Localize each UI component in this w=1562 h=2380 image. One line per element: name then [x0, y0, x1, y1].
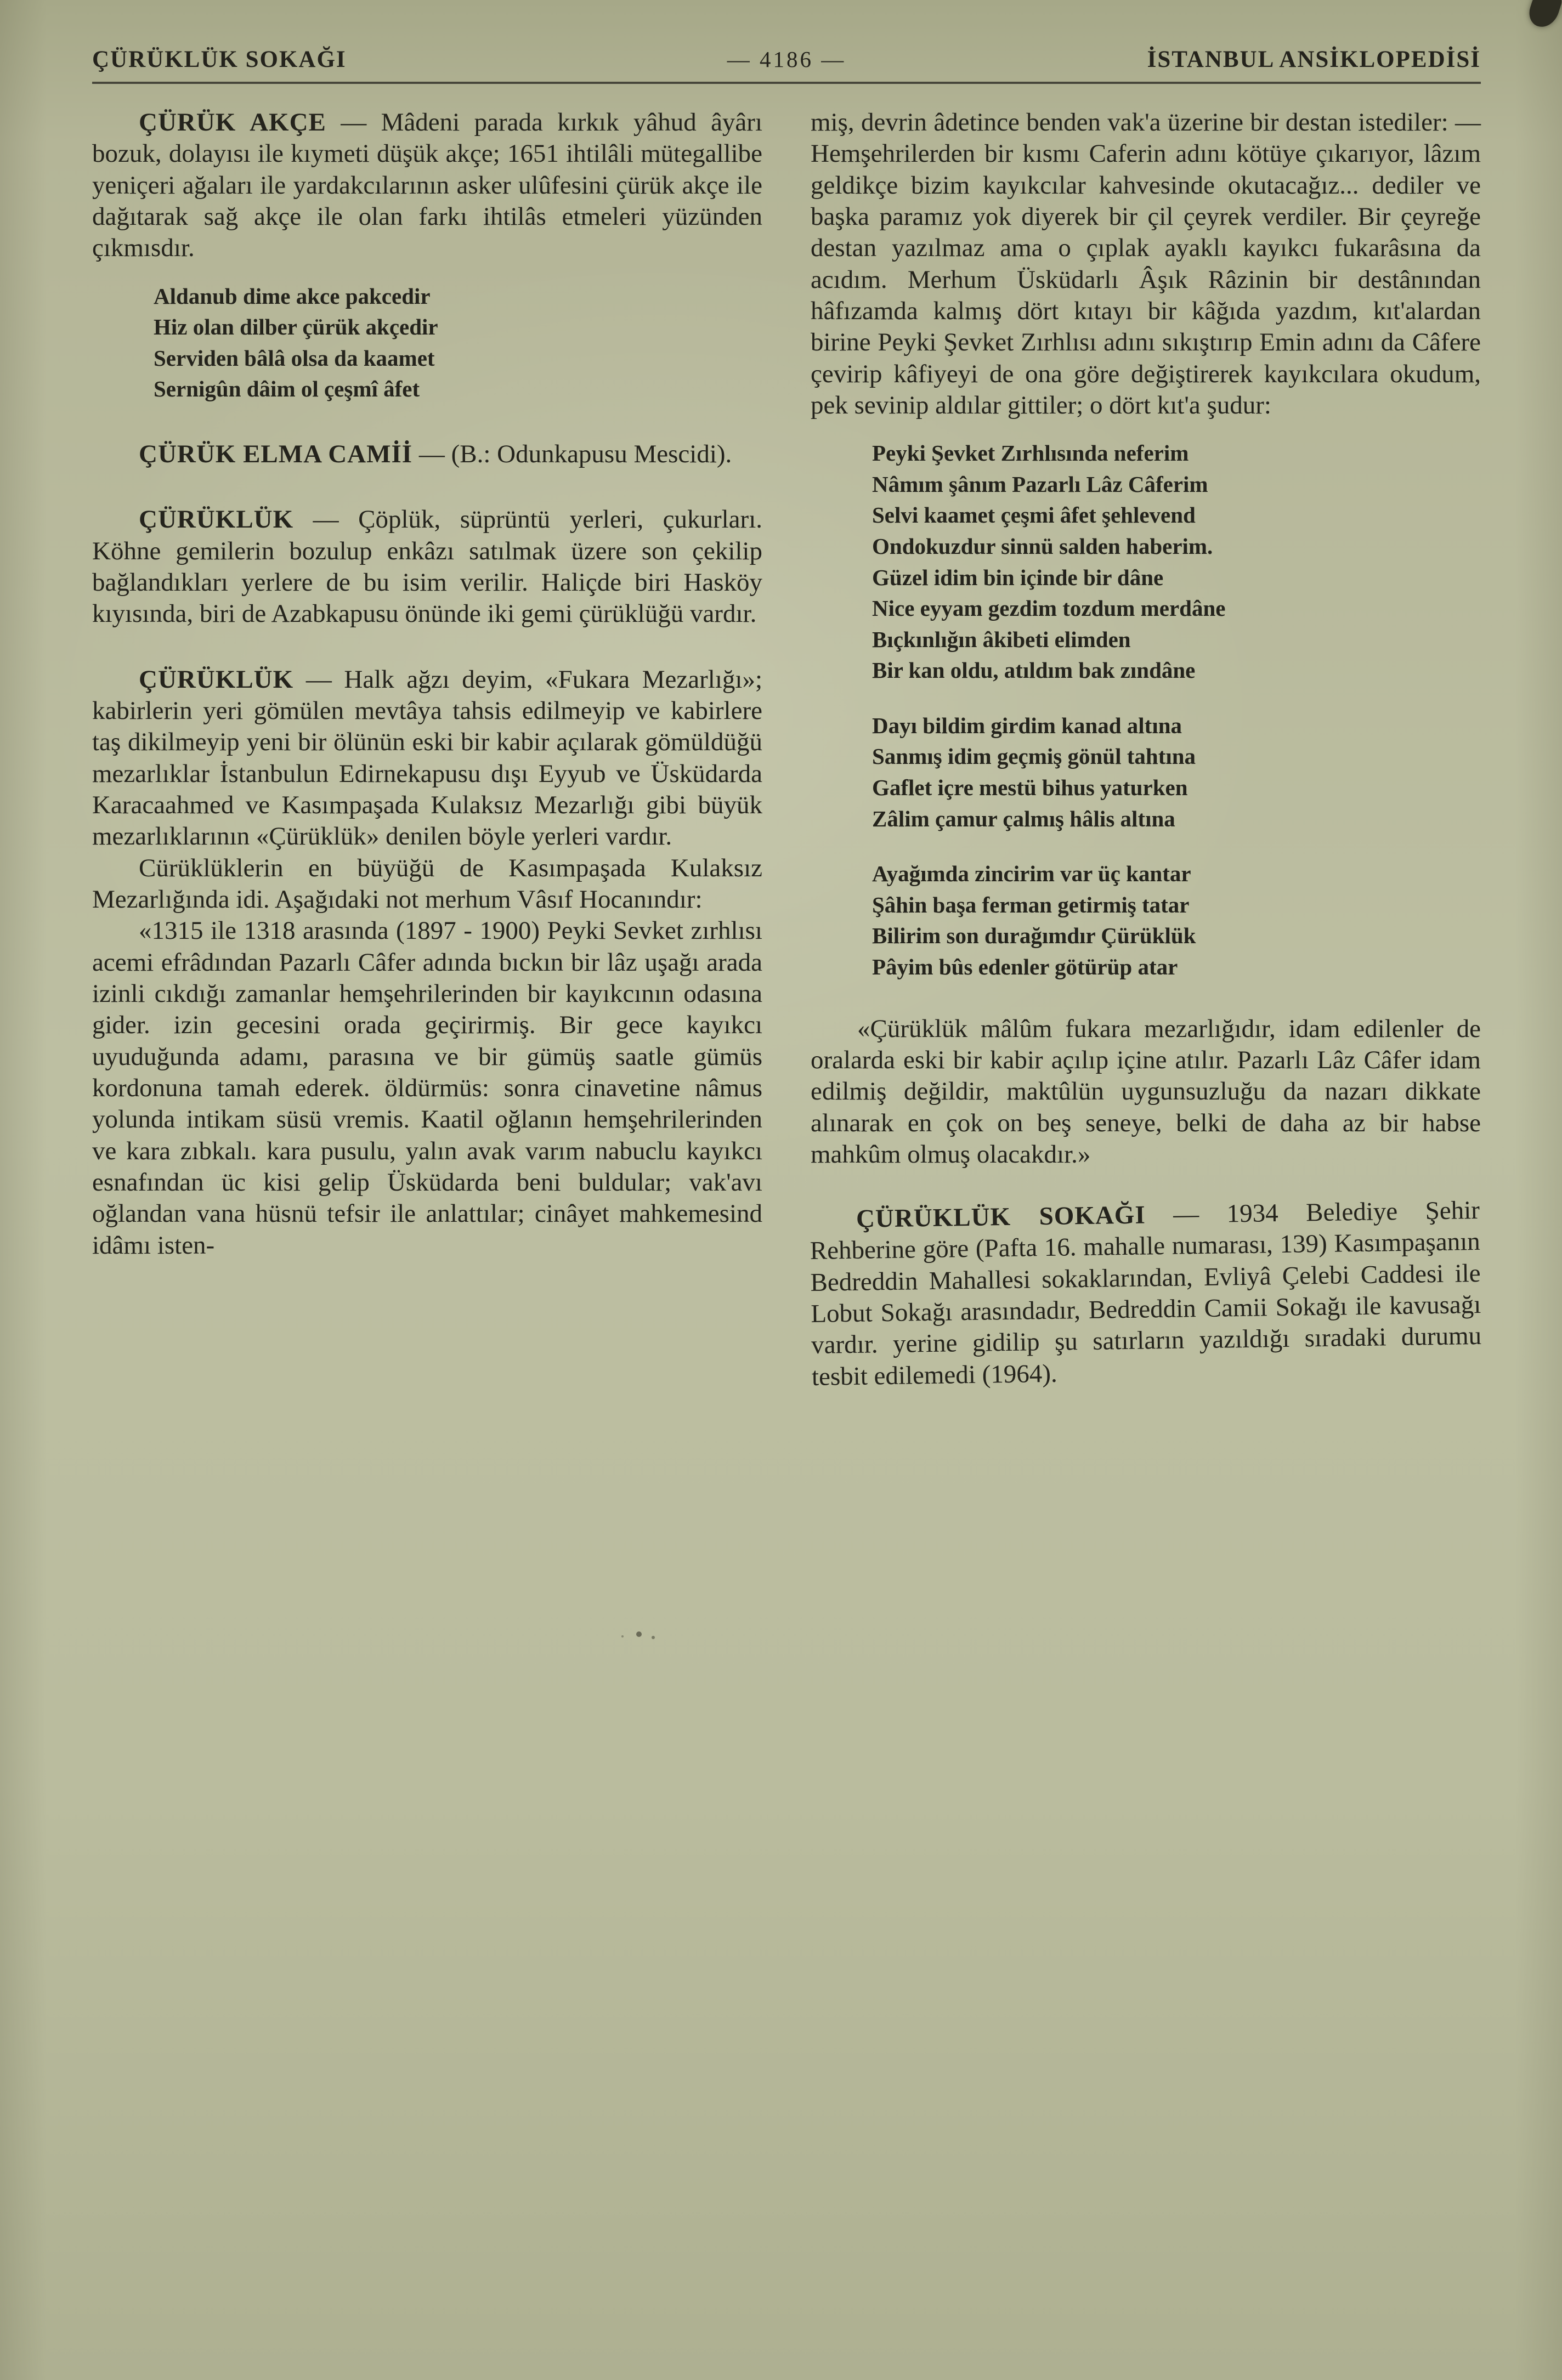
entry-curuk-akce: [92, 107, 762, 405]
page-columns: [92, 107, 1481, 1393]
verse-line: Aldanub dime akce pakcedir: [154, 283, 431, 309]
header-rule: [92, 82, 1481, 84]
verse-line: Bir kan oldu, atıldım bak zındâne: [872, 658, 1196, 683]
entry-term: ÇÜRÜKLÜK: [139, 505, 294, 534]
verse-line: Hiz olan dilber çürük akçedir: [154, 314, 438, 340]
verse-line: Güzel idim bin içinde bir dâne: [872, 564, 1164, 590]
verse-line: Nice eyyam gezdim tozdum merdâne: [872, 596, 1226, 621]
destan-stanza-1: [872, 438, 1481, 686]
right-column: [811, 107, 1481, 1393]
entry-paragraph: «1315 ile 1318 arasında (1897 - 1900) Peyki Sevket zırhlısı acemi efrâdından Pazarlı Câfer adında bıckın bir lâz uşağı arada izinli cıkdığı zamanlar hemşehrilerinden bir kayıkcının odasına gider. izin gecesini orada geçirirmiş. Bir gece kayıkcı uyuduğunda adamı, parasına ve bir gümüş saatle gümüs kordonuna tamah ederek. öldürmüs: sonra cinavetine nâmus yolunda intikam süsü vremis. Kaatil oğlanın hemşehrilerinden ve kara zıbkalı. kara pusulu, yalın avak varım nabuclu kayıkcı esnafından üc kisi gelip Üsküdarda beni buldular; vak'avı oğlandan vana hüsnü tefsir ile anlattılar; cinâyet mahkemesind idâmı isten-: [92, 916, 762, 1260]
entry-curukluk-2: [92, 664, 762, 1261]
scan-artifact: [1525, 0, 1562, 31]
left-column: [92, 107, 762, 1393]
entry-paragraph: [92, 504, 762, 630]
verse-line: Pâyim bûs edenler götürüp atar: [872, 954, 1178, 979]
verse-line: Sernigûn dâim ol çeşmî âfet: [154, 376, 420, 402]
running-title-right: İSTANBUL ANSİKLOPEDİSİ: [1147, 47, 1481, 72]
entry-curukluk-1: [92, 504, 762, 630]
verse-line: Peyki Şevket Zırhlısında neferim: [872, 440, 1189, 466]
entry-term: ÇÜRÜKLÜK SOKAĞI: [856, 1200, 1146, 1233]
entry-body: — Mâdeni parada kırkık yâhud âyârı bozuk, dolayısı ile kıymeti düşük akçe; 1651 ihtilâli mütegallibe yeniçeri ağaları ile yardakcılarının asker ulûfesini çürük akçe ile dağıtarak sağ akçe ile olan farkı ihtilâs etmeleri yüzünden çıkmısdır.: [92, 108, 762, 263]
entry-paragraph: [92, 664, 762, 853]
entry-body: — (B.: Odunkapusu Mescidi).: [418, 439, 732, 468]
verse-line: Bıçkınlığın âkibeti elimden: [872, 626, 1131, 652]
verse-line: Zâlim çamur çalmış hâlis altına: [872, 806, 1175, 831]
entry-curukluk-sokagi: [810, 1195, 1482, 1393]
entry-body: — Çöplük, süprüntü yerleri, çukurları. Köhne gemilerin bozulup enkâzı satılmak üzere son çekilip bağlandıkları yerlere de bu isim verilir. Haliçde biri Hasköy kıyısında, biri de Azabkapusu önünde iki gemi çürüklüğü vardır.: [92, 505, 762, 628]
verse-line: Dayı bildim girdim kanad altına: [872, 712, 1182, 738]
entry-term: ÇÜRÜK AKÇE: [139, 108, 326, 137]
verse-line: Şâhin başa ferman getirmiş tatar: [872, 892, 1190, 917]
verse-line: Ayağımda zincirim var üç kantar: [872, 861, 1191, 887]
page-number: — 4186 —: [727, 47, 846, 72]
entry-curuk-elma-camii: [92, 439, 762, 470]
verse-line: Ondokuzdur sinnü salden haberim.: [872, 534, 1213, 559]
entry-body: — Halk ağzı deyim, «Fukara Mezarlığı»; kabirlerin yeri gömülen mevtâya tahsis edilmeyip ve kabirlere taş dikilmeyip yeni bir ölünün eski bir kabir açılarak gömüldüğü mezarlıklar İstanbulun Edirnekapusu dışı Eyyub ve Üsküdarda Karacaahmed ve Kasımpaşada Kulaksız Mezarlığı gibi büyük mezarlıklarının «Çürüklük» denilen böyle yerleri vardır.: [92, 665, 763, 851]
entry-body: — 1934 Belediye Şehir Rehberine göre (Pafta 16. mahalle numarası, 139) Kasımpaşanın Bedreddin Mahallesi sokaklarından, Evliyâ Çelebi Caddesi ile Lobut Sokağı arasındadır, Bedreddin Camii Sokağı ile kavusağı vardır. yerine gidilip şu satırların yazıldığı sıradaki durumu tesbit edilemedi (1964).: [810, 1196, 1482, 1391]
running-title-left: ÇÜRÜKLÜK SOKAĞI: [92, 47, 347, 72]
destan-stanza-3: [872, 858, 1481, 982]
entry-paragraph: [810, 1195, 1482, 1393]
verse-line: Gaflet içre mestü bihus yaturken: [872, 775, 1188, 801]
verse-line: Bilirim son durağımdır Çürüklük: [872, 923, 1196, 949]
scan-speckle: [636, 1631, 642, 1637]
entry-paragraph: Cürüklüklerin en büyüğü de Kasımpaşada Kulaksız Mezarlığında idi. Aşağıdaki not merhum Vâsıf Hocanındır:: [92, 853, 762, 914]
page-header: [92, 46, 1481, 73]
verse-line: Serviden bâlâ olsa da kaamet: [154, 345, 435, 371]
entry-paragraph: [92, 439, 762, 470]
continuation-paragraph: miş, devrin âdetince benden vak'a üzerine bir destan istediler: — Hemşehrilerden bir kısmı Caferin adını kötüye çıkarıyor, lâzım geldikçe bizim kayıkcılar kahvesinde okutacağız... dediler ve başka paramız yok diyerek bir çil çeyrek verdiler. Bir çeyreğe destan yazılmaz ama o çıplak ayaklı kayıkcı fukarâsına da acıdım. Merhum Üsküdarlı Âşık Râzinin bir destânından hâfızamda kalmış dört kıtayı bir kâğıda yazdım, kıt'alardan birine Peyki Şevket Zırhlısı adını sıkıştırıp Emin adını da Câfere çevirip kâfiyeyi de ona göre değiştirerek kayıkcılara okudum, pek sevinip aldılar gittiler; o dört kıt'a şudur:: [811, 108, 1481, 420]
entry-paragraph: [92, 107, 762, 264]
verse-line: Sanmış idim geçmiş gönül tahtına: [872, 744, 1196, 769]
closing-paragraph: «Çürüklük mâlûm fukara mezarlığıdır, idam edilenler de oralarda eski bir kabir açılıp içine atılır. Pazarlı Lâz Câfer idam edilmiş değildir, maktûlün uygunsuzluğu da nazarı dikkate alınarak en çok on beş seneye, belki de daha az bir habse mahkûm olmuş olacakdır.»: [811, 1014, 1481, 1169]
verse-block: [154, 281, 762, 405]
entry-term: ÇÜRÜK ELMA CAMİİ: [139, 439, 413, 468]
verse-line: Nâmım şânım Pazarlı Lâz Câferim: [872, 471, 1208, 497]
destan-stanza-2: [872, 710, 1481, 834]
verse-line: Selvi kaamet çeşmi âfet şehlevend: [872, 502, 1196, 528]
entry-term: ÇÜRÜKLÜK: [139, 665, 294, 694]
